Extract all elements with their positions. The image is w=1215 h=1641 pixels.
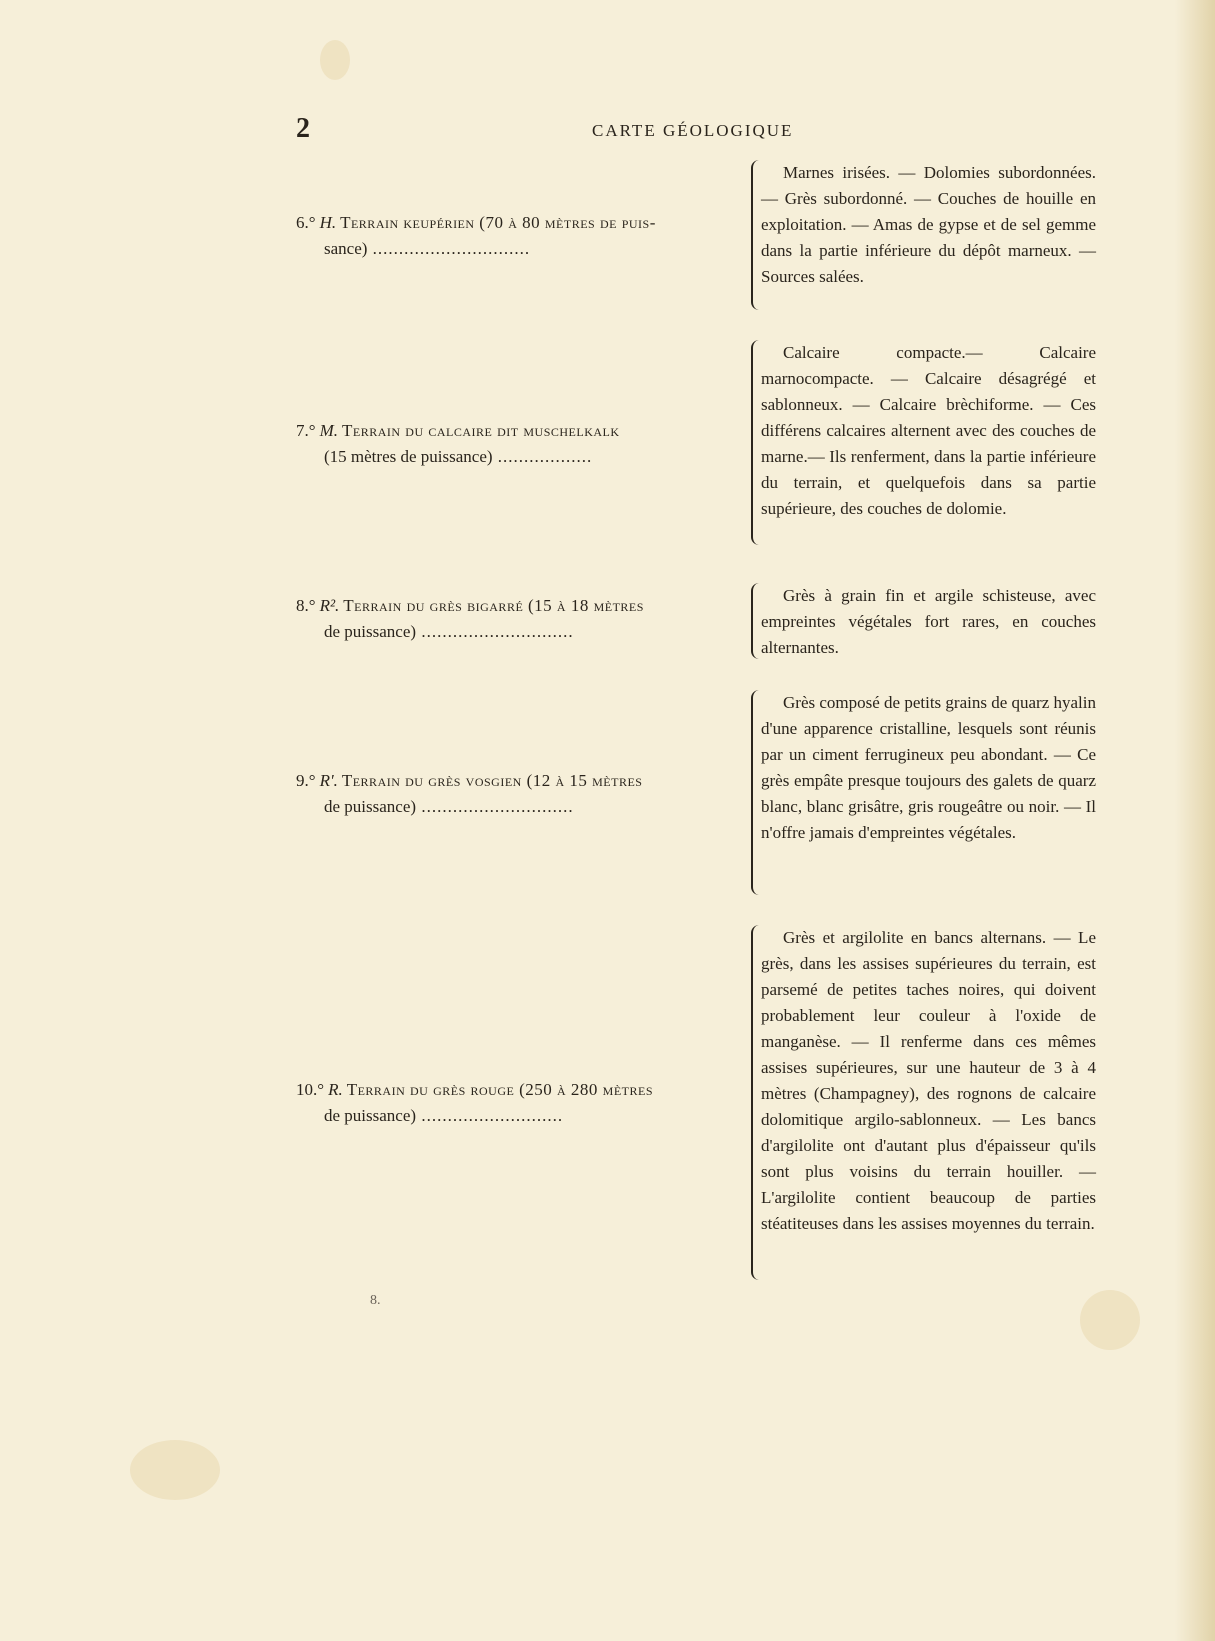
formation-description: Grès à grain fin et argile schisteuse, avec empreintes végétales fort rares, en couches alternantes. <box>761 586 1096 657</box>
signature-mark: 8. <box>370 1293 381 1308</box>
brace <box>751 340 759 545</box>
formation-label <box>296 1077 746 1129</box>
entry-number: 7.° <box>296 421 316 440</box>
entry-letter: M. <box>319 421 338 440</box>
brace <box>751 925 759 1280</box>
formation-description: Grès et argilolite en bancs alternans. — Le grès, dans les assises supérieures du terrain, est parsemé de petites taches noires, qui doivent probablement leur couleur à l'oxide de manganèse. — Il renferme dans ces mêmes assises supérieures, sur une hauteur de 3 à 4 mètres (Champagney), des rognons de calcaire dolomitique argilo-sablonneux. — Les bancs d'argilolite ont d'autant plus d'épaisseur qu'ils sont plus voisins du terrain houiller. — L'argilolite contient beaucoup de parties stéatiteuses dans les assises moyennes du terrain. <box>761 928 1096 1233</box>
formation-name-cont: de puissance) <box>324 797 417 816</box>
running-title: CARTE GÉOLOGIQUE <box>592 121 794 140</box>
paper-stain <box>320 40 350 80</box>
leader-dots: ........................... <box>416 1106 564 1125</box>
formation-description: Calcaire compacte.— Calcaire marnocompacte. — Calcaire désagrégé et sablonneux. — Calcaire brèchiforme. — Ces différens calcaires alternent avec des couches de marne.— Ils renferment, dans la partie inférieure du terrain, et quelquefois dans sa partie supérieure, des couches de dolomie. <box>761 343 1096 518</box>
formation-description: Marnes irisées. — Dolomies subordonnées. — Grès subordonné. — Couches de houille en exploitation. — Amas de gypse et de sel gemme dans la partie inférieure du dépôt marneux. — Sources salées. <box>761 163 1096 286</box>
formation-label <box>296 418 746 470</box>
formation-label <box>296 210 746 262</box>
paper-stain <box>130 1440 220 1500</box>
entry-number: 9.° <box>296 771 316 790</box>
formation-name: Terrain keupérien (70 à 80 mètres de puis- <box>340 213 656 232</box>
paper-stain <box>1080 1290 1140 1350</box>
page-header <box>296 113 1086 147</box>
formation-name: Terrain du grès vosgien (12 à 15 mètres <box>341 771 643 790</box>
entry-letter: R'. <box>319 771 338 790</box>
formation-entry-muschelkalk <box>296 340 1106 550</box>
brace <box>751 690 759 895</box>
entry-number: 6.° <box>296 213 316 232</box>
formation-description: Grès composé de petits grains de quarz hyalin d'une apparence cristalline, lesquels sont réunis par un ciment ferrugineux peu abondant. — Ce grès empâte presque toujours des galets de quarz blanc, blanc grisâtre, gris rougeâtre ou noir. — Il n'offre jamais d'empreintes végétales. <box>761 693 1096 842</box>
formation-entry-gres-rouge <box>296 925 1106 1285</box>
brace <box>751 160 759 310</box>
formation-entry-gres-vosgien <box>296 690 1106 900</box>
entry-number: 8.° <box>296 596 316 615</box>
leader-dots: ............................. <box>416 797 574 816</box>
page-number: 2 <box>296 113 310 144</box>
leader-dots: .................. <box>492 447 593 466</box>
formation-name: Terrain du grès bigarré (15 à 18 mètres <box>343 596 644 615</box>
leader-dots: .............................. <box>367 239 531 258</box>
leader-dots: ............................. <box>416 622 574 641</box>
formation-name-cont: (15 mètres de puissance) <box>324 447 493 466</box>
formation-entry-gres-bigarre <box>296 583 1106 663</box>
formation-label <box>296 593 746 645</box>
formation-name: Terrain du grès rouge (250 à 280 mètres <box>346 1080 654 1099</box>
formation-name: Terrain du calcaire dit muschelkalk <box>341 421 620 440</box>
entry-number: 10.° <box>296 1080 325 1099</box>
formation-name-cont: sance) <box>324 239 368 258</box>
entry-letter: H. <box>319 213 337 232</box>
formation-name-cont: de puissance) <box>324 622 417 641</box>
brace <box>751 583 759 659</box>
entry-letter: R. <box>328 1080 343 1099</box>
page-edge-shadow <box>1175 0 1215 1641</box>
entry-letter: R². <box>319 596 340 615</box>
formation-name-cont: de puissance) <box>324 1106 417 1125</box>
formation-label <box>296 768 746 820</box>
formation-entry-keuper <box>296 160 1106 315</box>
